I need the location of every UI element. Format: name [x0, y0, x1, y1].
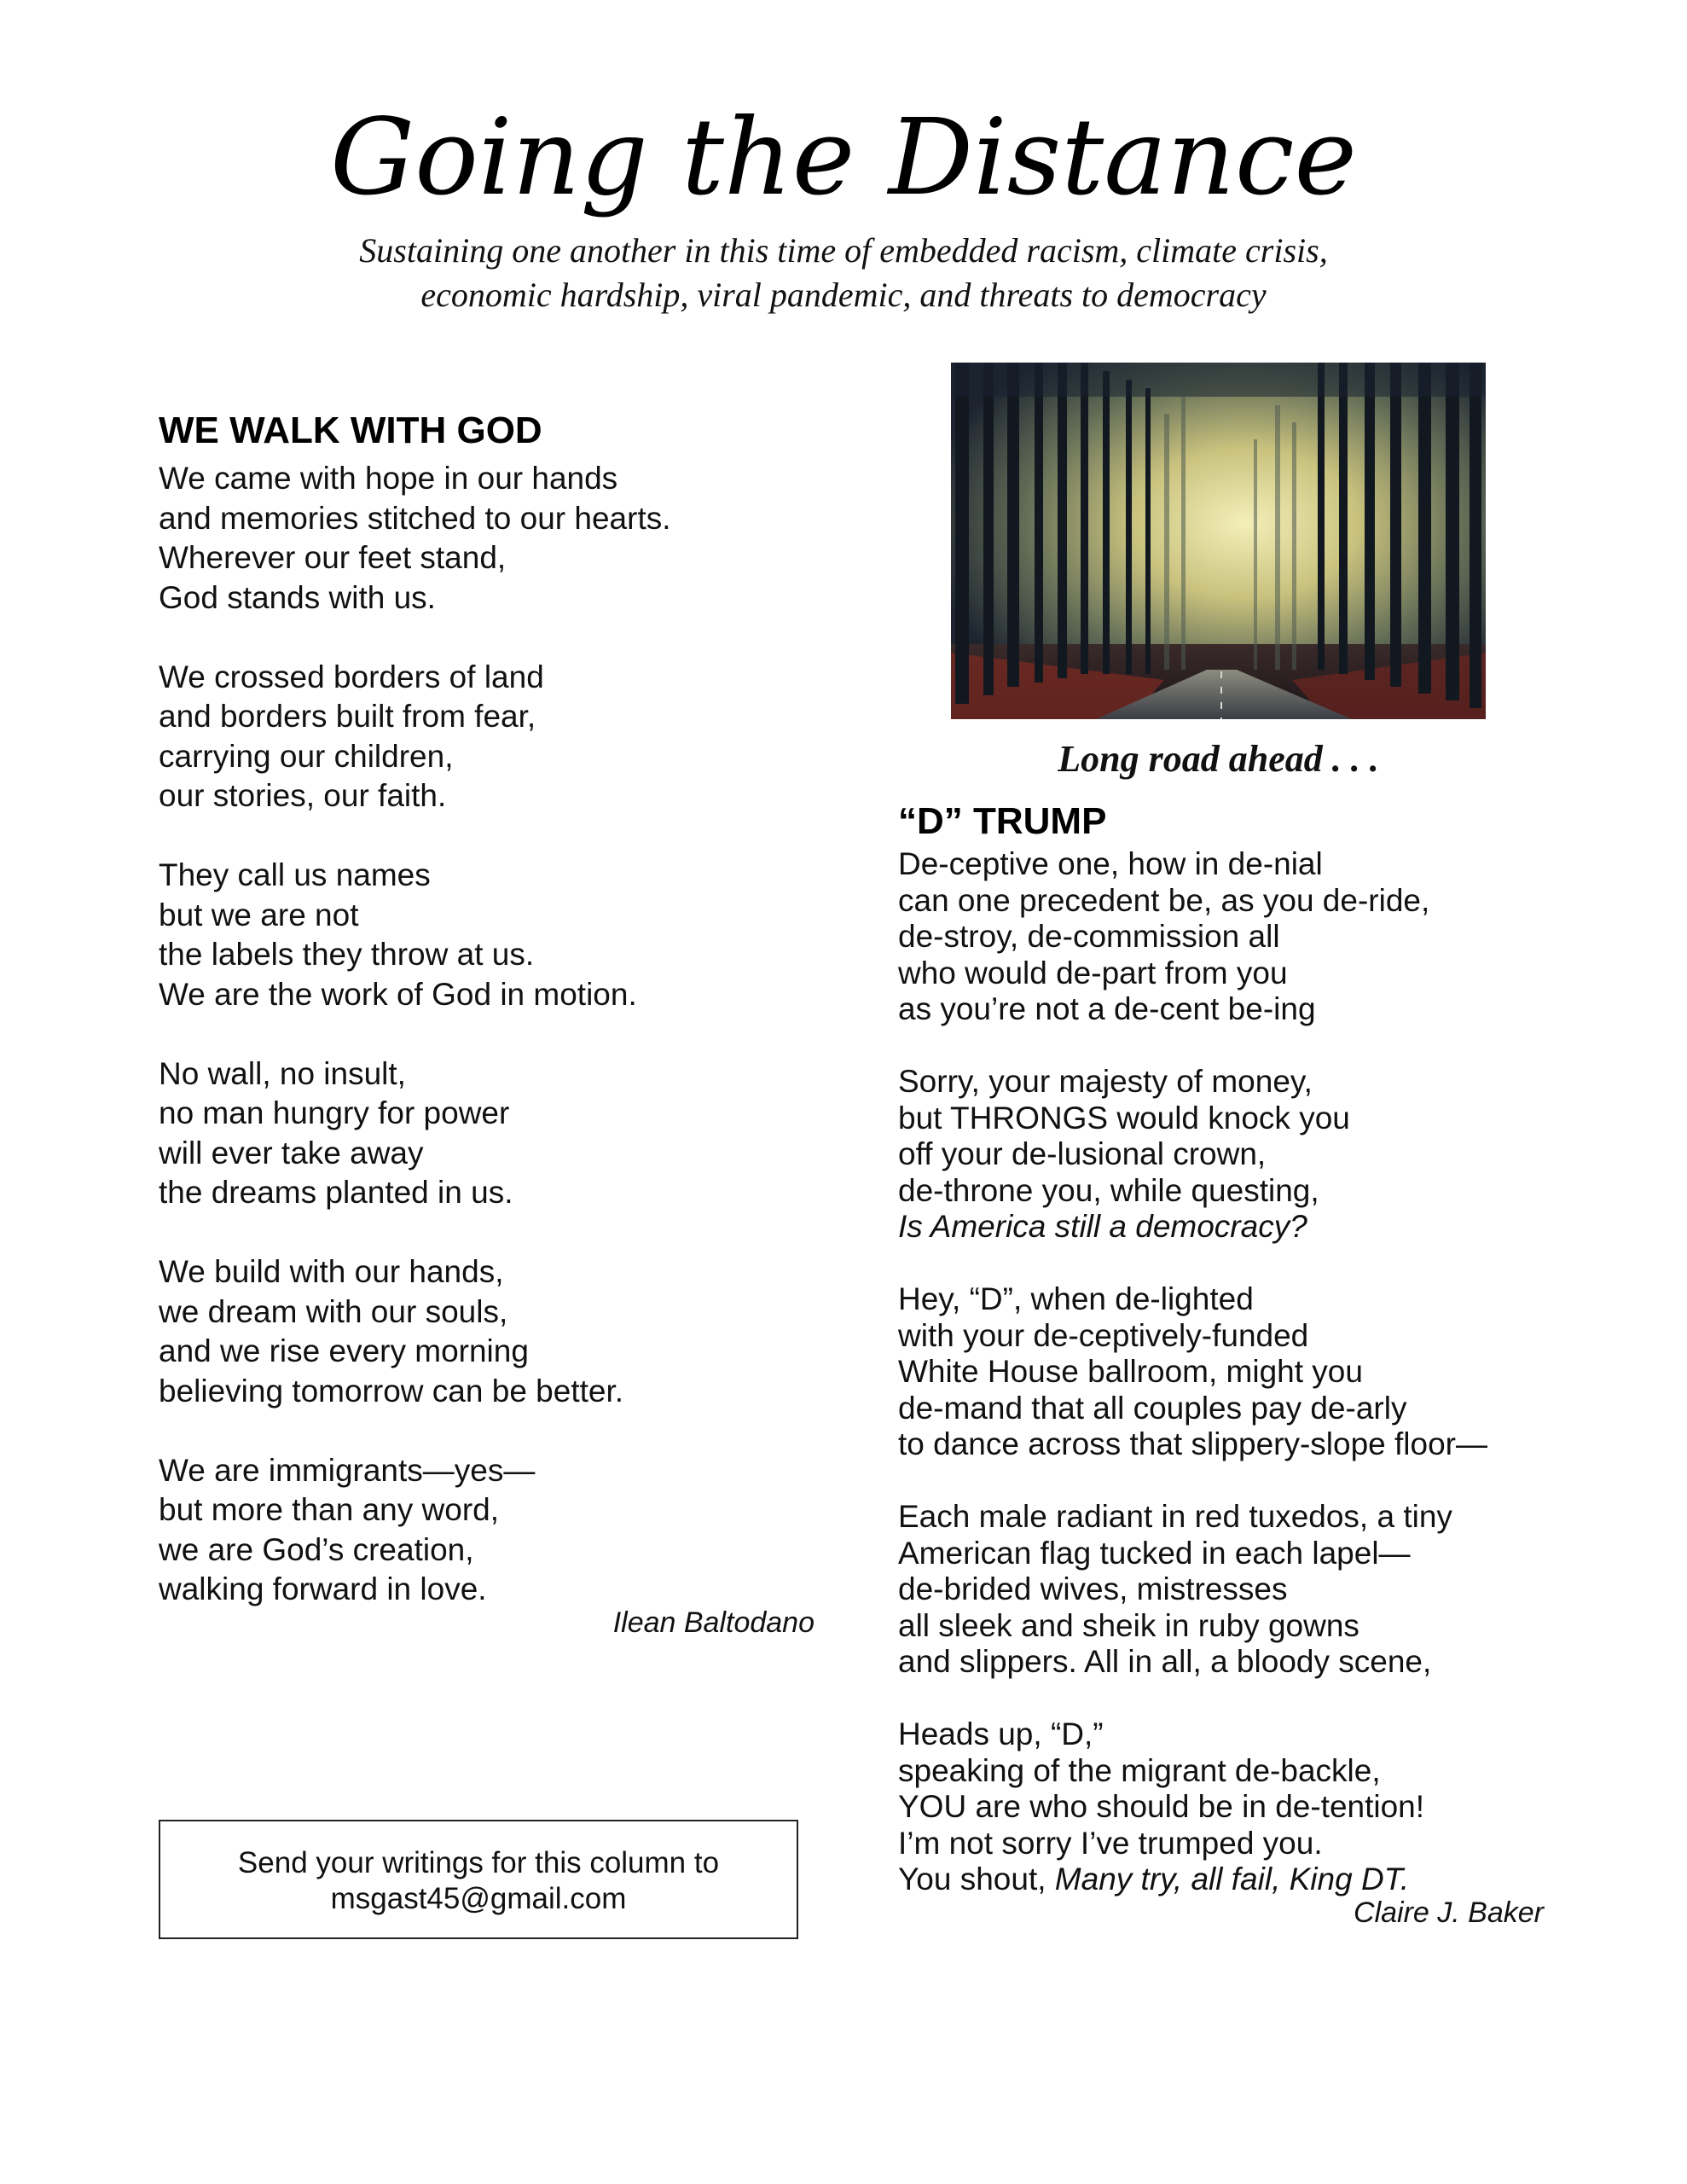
poem-line: to dance across that slippery-slope floor— — [898, 1426, 1488, 1461]
poem-we-walk-with-god — [159, 408, 841, 1610]
stanza — [159, 856, 841, 1014]
stanza — [159, 1252, 841, 1411]
stanza — [159, 1451, 841, 1610]
poem-line: American flag tucked in each lapel— — [898, 1535, 1411, 1571]
poem-line: will ever take away — [159, 1135, 424, 1170]
subtitle-line: Sustaining one another in this time of embedded racism, climate crisis, — [359, 231, 1328, 270]
poem-author: Ilean Baltodano — [612, 1606, 815, 1639]
poem-line: we are God’s creation, — [159, 1531, 474, 1567]
poem-line: can one precedent be, as you de-ride, — [898, 882, 1430, 918]
poem-line: no man hungry for power — [159, 1095, 510, 1130]
submission-email[interactable]: msgast45@gmail.com — [330, 1882, 627, 1915]
submission-notice-box — [159, 1820, 798, 1939]
poem-line: God stands with us. — [159, 579, 436, 615]
foggy-forest-road-photo — [951, 363, 1486, 719]
poem-line: Wherever our feet stand, — [159, 540, 507, 575]
poem-line: the labels they throw at us. — [159, 937, 535, 972]
poem-d-trump — [898, 799, 1649, 1898]
poem-line: speaking of the migrant de-backle, — [898, 1752, 1381, 1788]
poem-line: de-stroy, de-commission all — [898, 919, 1280, 954]
stanza — [159, 459, 841, 618]
poem-line: but more than any word, — [159, 1492, 499, 1527]
poem-line-prefix: You shout, — [898, 1862, 1055, 1896]
poem-line: We crossed borders of land — [159, 659, 544, 694]
poem-line: and memories stitched to our hearts. — [159, 500, 671, 536]
poem-line: who would de-part from you — [898, 955, 1288, 990]
stanza — [159, 1054, 841, 1213]
poem-title: WE WALK WITH GOD — [159, 410, 542, 451]
poem-line: and we rise every morning — [159, 1333, 529, 1368]
poem-line: with your de-ceptively-funded — [898, 1317, 1309, 1353]
poem-line: de-brided wives, mistresses — [898, 1571, 1288, 1606]
poem-line: Sorry, your majesty of money, — [898, 1064, 1313, 1099]
poem-line: as you’re not a de-cent be-ing — [898, 991, 1316, 1026]
poem-line: No wall, no insult, — [159, 1055, 406, 1091]
poem-line: walking forward in love. — [159, 1571, 487, 1606]
poem-line-italic: Is America still a democracy? — [898, 1209, 1307, 1244]
poem-line: and slippers. All in all, a bloody scene, — [898, 1644, 1432, 1679]
photo-caption: Long road ahead . . . — [1058, 738, 1379, 780]
poem-line: White House ballroom, might you — [898, 1354, 1363, 1389]
page-title: Going the Distance — [330, 96, 1357, 219]
poem-line: Heads up, “D,” — [898, 1716, 1104, 1751]
poem-line: believing tomorrow can be better. — [159, 1373, 624, 1409]
poem-line: our stories, our faith. — [159, 778, 447, 813]
stanza — [898, 1716, 1649, 1898]
stanza — [898, 1499, 1649, 1681]
poem-line: De-ceptive one, how in de-nial — [898, 846, 1323, 881]
stanza — [898, 1064, 1649, 1246]
poem-line: all sleek and sheik in ruby gowns — [898, 1607, 1359, 1643]
poem-line: We build with our hands, — [159, 1254, 504, 1289]
poem-line: de-throne you, while questing, — [898, 1172, 1319, 1208]
page-subtitle — [0, 229, 1687, 317]
poem-line-italic: Many try, all fail, King DT. — [1054, 1862, 1410, 1896]
submission-text: Send your writings for this column to — [237, 1846, 720, 1879]
poem-title: “D” TRUMP — [898, 800, 1107, 842]
poem-line-final — [898, 1862, 1649, 1898]
poem-line: I’m not sorry I’ve trumped you. — [898, 1825, 1323, 1861]
poem-line: the dreams planted in us. — [159, 1175, 513, 1210]
poem-line: YOU are who should be in de-tention! — [898, 1789, 1425, 1824]
poem-line: we dream with our souls, — [159, 1293, 508, 1329]
poem-line: but we are not — [159, 897, 359, 932]
poem-author: Claire J. Baker — [1354, 1896, 1544, 1929]
poem-line: carrying our children, — [159, 738, 454, 774]
poem-line: They call us names — [159, 857, 431, 892]
poem-line: off your de-lusional crown, — [898, 1136, 1267, 1171]
poem-line: We are the work of God in motion. — [159, 976, 637, 1012]
stanza — [898, 846, 1649, 1028]
poem-line: and borders built from fear, — [159, 699, 536, 734]
stanza — [159, 658, 841, 816]
subtitle-line: economic hardship, viral pandemic, and threats to democracy — [420, 276, 1267, 314]
poem-line: but THRONGS would knock you — [898, 1100, 1350, 1136]
stanza — [898, 1281, 1649, 1463]
poem-line: We came with hope in our hands — [159, 461, 618, 496]
poem-line: We are immigrants—yes— — [159, 1452, 536, 1488]
poem-line: Each male radiant in red tuxedos, a tiny — [898, 1499, 1452, 1534]
poem-line: Hey, “D”, when de-lighted — [898, 1281, 1254, 1316]
poem-line: de-mand that all couples pay de-arly — [898, 1390, 1407, 1426]
